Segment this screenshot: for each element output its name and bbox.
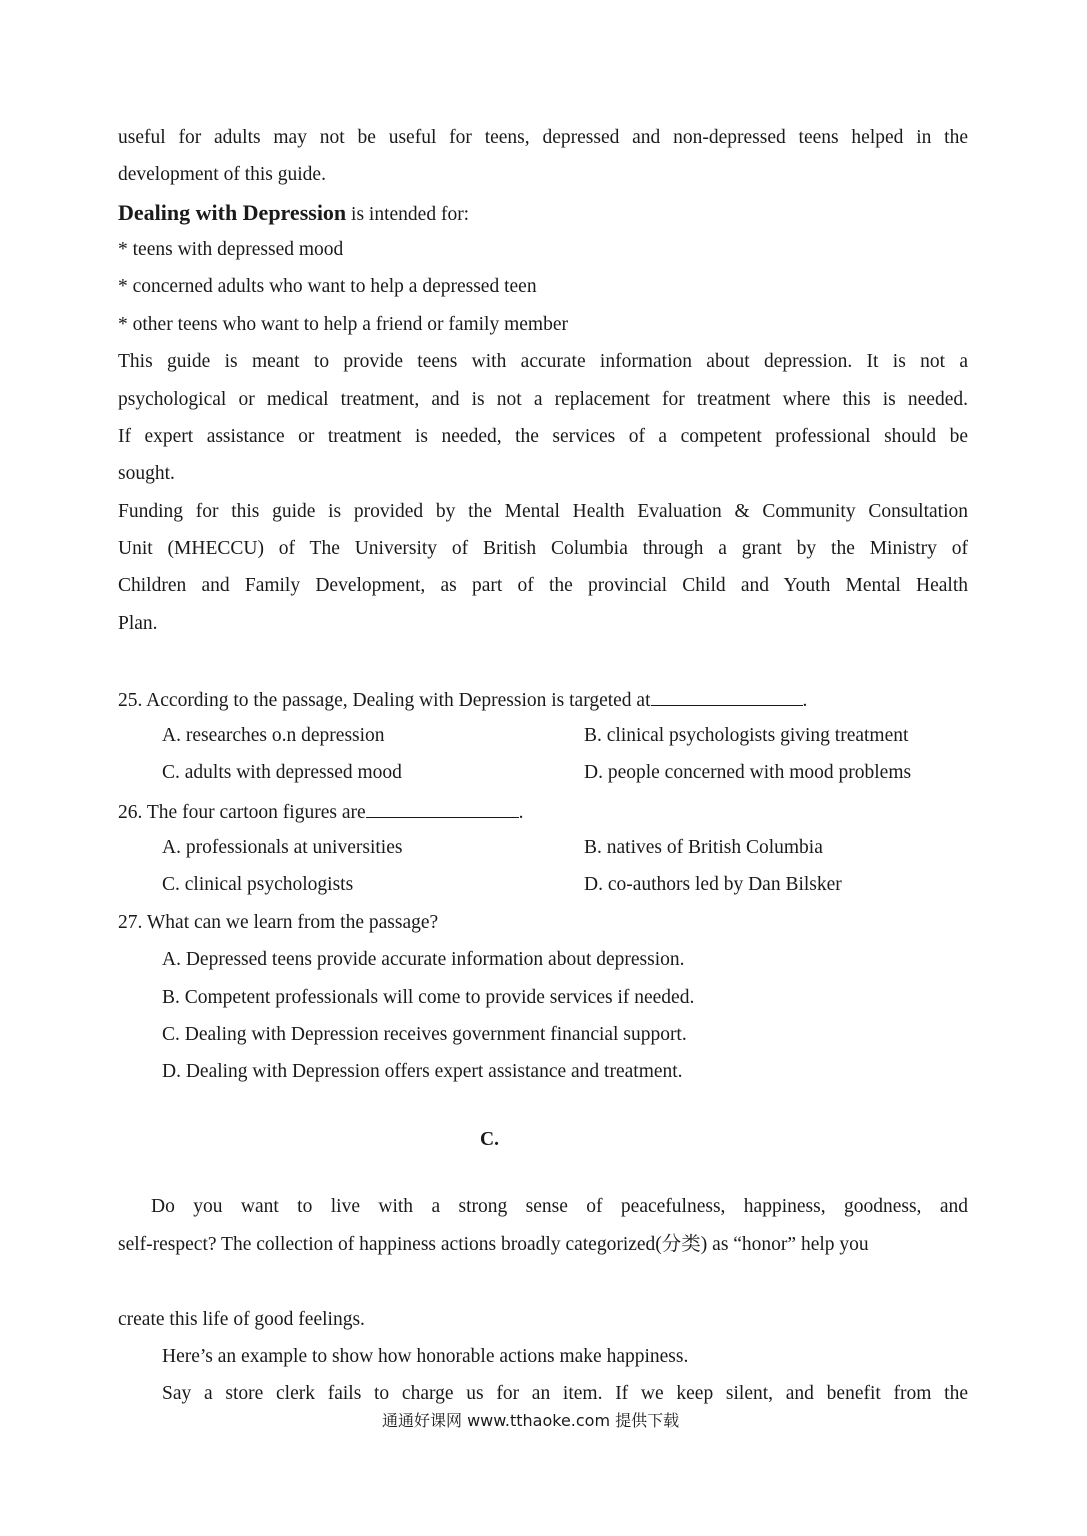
- paragraph-line: Children and Family Development, as part of the provincial Child and Youth Mental Health: [118, 575, 968, 596]
- answer-blank: [366, 799, 519, 818]
- passage-c-line-4: Here’s an example to show how honorable actions make happiness.: [162, 1346, 689, 1367]
- passage-c-line-3: create this life of good feelings.: [118, 1309, 365, 1330]
- passage-c-line-5: Say a store clerk fails to charge us for an item. If we keep silent, and benefit from the: [162, 1383, 968, 1404]
- question-26-option-a: A. professionals at universities: [162, 837, 403, 858]
- question-25-text: 25. According to the passage, Dealing with Depression is targeted at: [118, 690, 651, 711]
- section-c-label: C.: [480, 1129, 499, 1150]
- question-27-option-d: D. Dealing with Depression offers expert assistance and treatment.: [162, 1061, 683, 1082]
- paragraph-line: Unit (MHECCU) of The University of British Columbia through a grant by the Ministry of: [118, 538, 968, 559]
- question-26-option-d: D. co-authors led by Dan Bilsker: [584, 874, 842, 895]
- paragraph-line: Funding for this guide is provided by the Mental Health Evaluation & Community Consultation: [118, 501, 968, 522]
- passage-b-line-1: useful for adults may not be useful for teens, depressed and non-depressed teens helped in the: [118, 127, 968, 148]
- question-27-option-c: C. Dealing with Depression receives government financial support.: [162, 1024, 687, 1045]
- paragraph-line: This guide is meant to provide teens with accurate information about depression. It is not a: [118, 351, 968, 372]
- question-25-stem: [118, 687, 807, 713]
- question-26-option-c: C. clinical psychologists: [162, 874, 354, 895]
- question-27-option-a: A. Depressed teens provide accurate information about depression.: [162, 949, 685, 970]
- question-26-text: 26. The four cartoon figures are: [118, 802, 366, 823]
- question-26-end: .: [518, 802, 524, 823]
- question-25-end: .: [802, 690, 808, 711]
- question-25-option-b: B. clinical psychologists giving treatment: [584, 725, 909, 746]
- question-26-option-b: B. natives of British Columbia: [584, 837, 823, 858]
- question-25-option-d: D. people concerned with mood problems: [584, 762, 912, 783]
- passage-c-line-1: Do you want to live with a strong sense of peacefulness, happiness, goodness, and: [151, 1196, 968, 1217]
- question-26-stem: [118, 799, 524, 825]
- question-25-option-a: A. researches o.n depression: [162, 725, 385, 746]
- bullet-item: * other teens who want to help a friend or family member: [118, 314, 568, 335]
- guide-heading: [118, 201, 469, 227]
- passage-b-line-2: development of this guide.: [118, 164, 326, 185]
- question-25-option-c: C. adults with depressed mood: [162, 762, 402, 783]
- paragraph-line: sought.: [118, 463, 175, 484]
- question-27-stem: 27. What can we learn from the passage?: [118, 912, 439, 933]
- passage-c-line-2: self-respect? The collection of happiness actions broadly categorized(分类) as “honor” help you: [118, 1234, 869, 1255]
- bullet-item: * teens with depressed mood: [118, 239, 344, 260]
- bullet-item: * concerned adults who want to help a depressed teen: [118, 276, 537, 297]
- paragraph-line: Plan.: [118, 613, 158, 634]
- page-footer: 通通好课网 www.tthaoke.com 提供下载: [382, 1411, 680, 1430]
- answer-blank: [651, 687, 803, 706]
- guide-heading-rest: is intended for:: [346, 204, 470, 225]
- paragraph-line: psychological or medical treatment, and is not a replacement for treatment where this is needed.: [118, 389, 968, 410]
- guide-title: Dealing with Depression: [118, 200, 347, 225]
- paragraph-line: If expert assistance or treatment is needed, the services of a competent professional should be: [118, 426, 968, 447]
- question-27-option-b: B. Competent professionals will come to provide services if needed.: [162, 987, 695, 1008]
